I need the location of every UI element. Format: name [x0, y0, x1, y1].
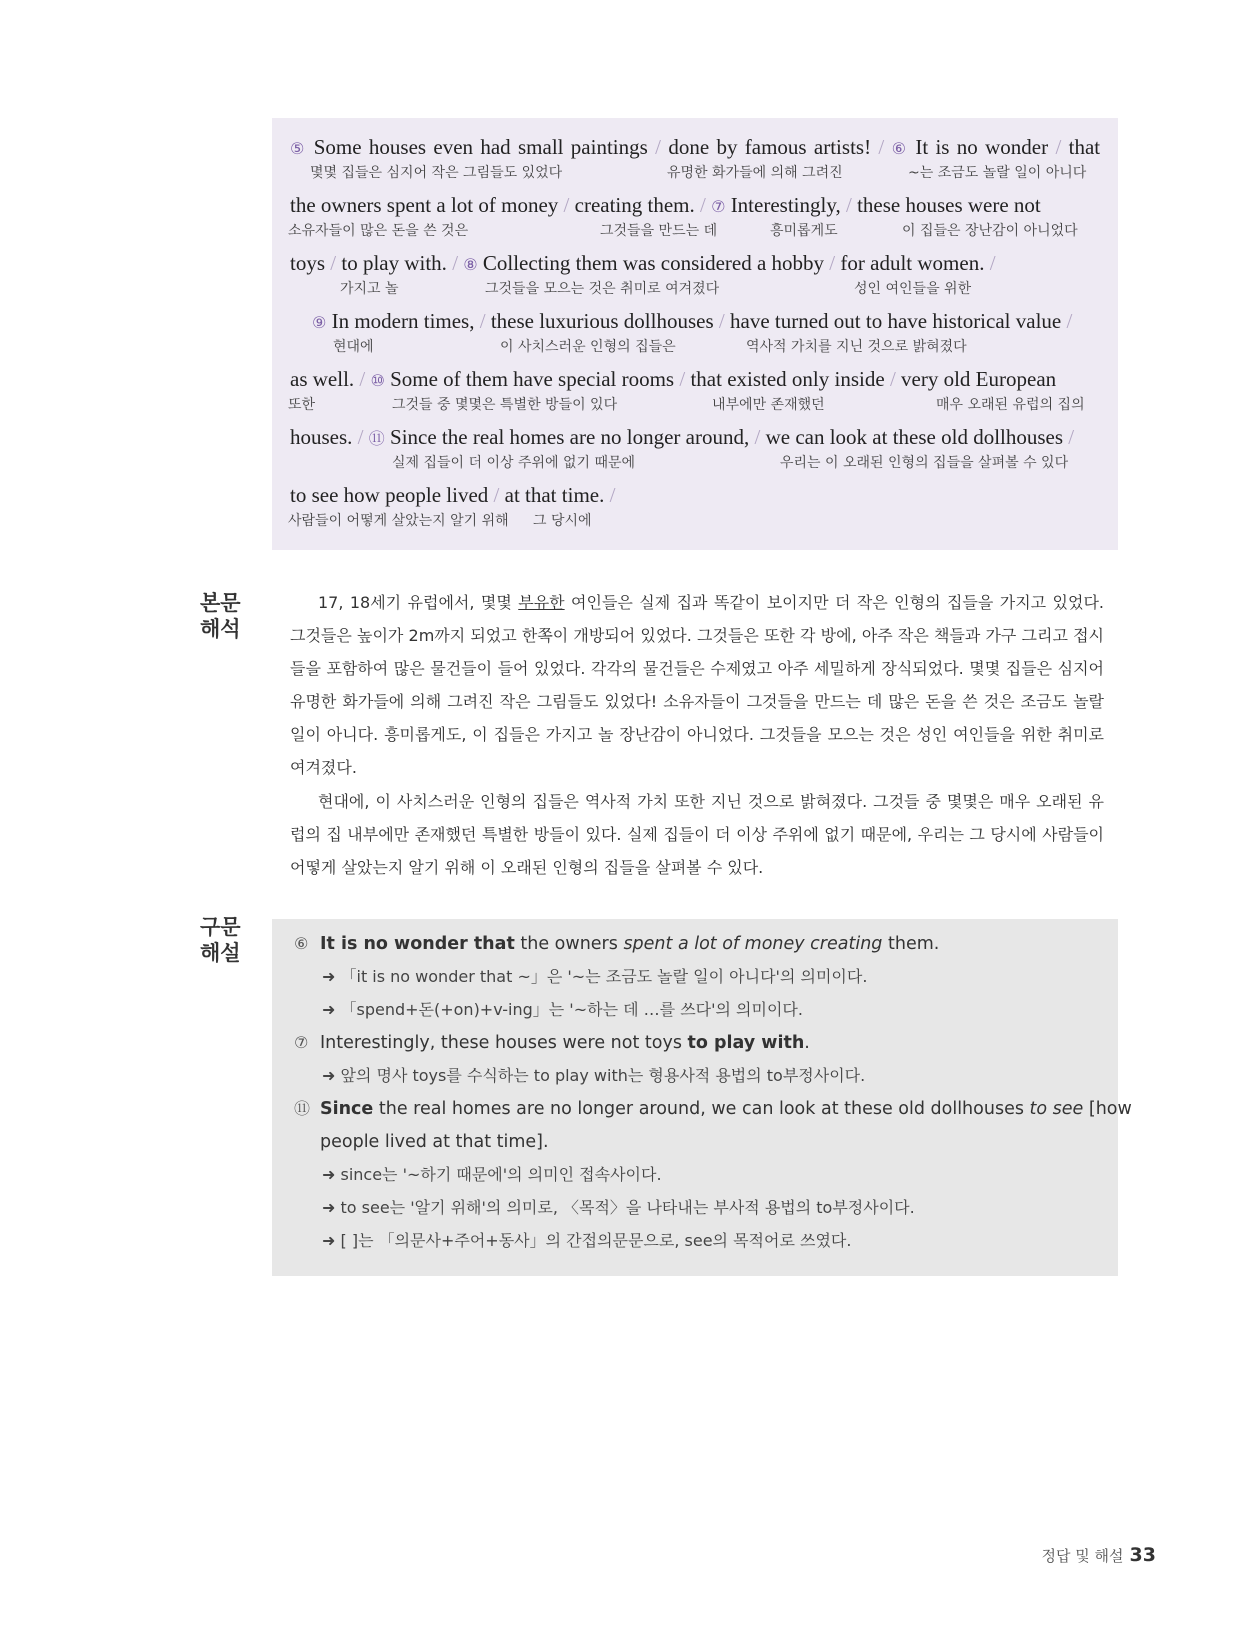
- passage-line-6: houses. / ⑪ Since the real homes are no longer around, / we can look at these old dollhouses /: [290, 425, 1075, 449]
- gloss: 그 당시에: [533, 513, 592, 529]
- gloss: 몇몇 집들은 심지어 작은 그림들도 있었다: [310, 165, 563, 181]
- page-number: 33: [1129, 1544, 1156, 1566]
- grammar-note: ➜ 「it is no wonder that ~」은 '~는 조금도 놀랄 일이 아니다'의 의미이다.: [322, 967, 868, 986]
- passage-line-1: ⑤ Some houses even had small paintings / done by famous artists! / ⑥ It is no wonder / that: [290, 135, 1101, 159]
- gloss: 우리는 이 오래된 인형의 집들을 살펴볼 수 있다: [780, 455, 1069, 471]
- grammar-sentence-7: ⑦ Interestingly, these houses were not toys to play with.: [294, 1033, 810, 1053]
- grammar-note: ➜ [ ]는 「의문사+주어+동사」의 간접의문문으로, see의 목적어로 쓰였다.: [322, 1231, 852, 1250]
- passage-line-4: ⑨ In modern times, / these luxurious dollhouses / have turned out to have historical value /: [312, 309, 1073, 333]
- gloss: 흥미롭게도: [770, 223, 838, 239]
- grammar-sentence-11-cont: people lived at that time].: [320, 1132, 549, 1152]
- grammar-sentence-6: ⑥ It is no wonder that the owners spent a lot of money creating them.: [294, 934, 940, 954]
- grammar-note: ➜ since는 '~하기 때문에'의 의미인 접속사이다.: [322, 1165, 662, 1184]
- gloss: 그것들 중 몇몇은 특별한 방들이 있다: [392, 397, 618, 413]
- gloss: 유명한 화가들에 의해 그려진: [667, 165, 843, 181]
- grammar-note: ➜ 앞의 명사 toys를 수식하는 to play with는 형용사적 용법의 to부정사이다.: [322, 1066, 866, 1085]
- passage-line-7: to see how people lived / at that time. /: [290, 483, 616, 507]
- gloss: 매우 오래된 유럽의 집의: [936, 397, 1085, 413]
- translation-label: 본문 해석: [200, 591, 241, 641]
- gloss: 성인 여인들을 위한: [854, 281, 972, 297]
- gloss: 그것들을 만드는 데: [600, 223, 718, 239]
- gloss: 그것들을 모으는 것은 취미로 여겨졌다: [485, 281, 720, 297]
- gloss: 역사적 가치를 지닌 것으로 밝혀졌다: [746, 339, 967, 355]
- gloss: 소유자들이 많은 돈을 쓴 것은: [288, 223, 469, 239]
- translation-paragraph-2: 현대에, 이 사치스러운 인형의 집들은 역사적 가치 또한 지닌 것으로 밝혀졌다. 그것들 중 몇몇은 매우 오래된 유럽의 집 내부에만 존재했던 특별한 방들이 있다. 실제 집들이 더 이상 주위에 없기 때문에, 우리는 그 당시에 사람들이 어떻게 살았는지 알기 위해 이 오래된 인형의 집들을 살펴볼 수 있다.: [290, 792, 1104, 877]
- gloss: 이 사치스러운 인형의 집들은: [500, 339, 676, 355]
- gloss: 내부에만 존재했던: [712, 397, 825, 413]
- grammar-note: ➜ to see는 '알기 위해'의 의미로, 〈목적〉을 나타내는 부사적 용법의 to부정사이다.: [322, 1198, 915, 1217]
- gloss: 가지고 놀: [340, 281, 399, 297]
- passage-line-5: as well. / ⑩ Some of them have special rooms / that existed only inside / very old European: [290, 367, 1057, 391]
- gloss: 이 집들은 장난감이 아니었다: [902, 223, 1078, 239]
- grammar-note: ➜ 「spend+돈(+on)+v-ing」는 '~하는 데 …를 쓰다'의 의미이다.: [322, 1000, 803, 1019]
- passage-line-3: toys / to play with. / ⑧ Collecting them was considered a hobby / for adult women. /: [290, 251, 996, 275]
- page-footer: [1042, 1544, 1156, 1566]
- passage-line-2: the owners spent a lot of money / creating them. / ⑦ Interestingly, / these houses were not: [290, 193, 1041, 217]
- gloss: 사람들이 어떻게 살았는지 알기 위해: [288, 513, 509, 529]
- gloss: 또한: [288, 397, 316, 413]
- grammar-sentence-11: ⑪ Since the real homes are no longer around, we can look at these old dollhouses to see [how: [294, 1099, 1132, 1119]
- translation-paragraph-1: 17, 18세기 유럽에서, 몇몇 부유한 여인들은 실제 집과 똑같이 보이지만 더 작은 인형의 집들을 가지고 있었다. 그것들은 높이가 2m까지 되었고 한쪽이 개방되어 있었다. 그것들은 또한 각 방에, 아주 작은 책들과 가구 그리고 접시들을 포함하여 많은 물건들이 들어 있었다. 각각의 물건들은 수제였고 아주 세밀하게 장식되었다. 몇몇 집들은 심지어 유명한 화가들에 의해 그려진 작은 그림들도 있었다! 소유자들이 그것들을 만드는 데 많은 돈을 쓴 것은 조금도 놀랄 일이 아니다. 흥미롭게도, 이 집들은 가지고 놀 장난감이 아니었다. 그것들을 모으는 것은 성인 여인들을 위한 취미로 여겨졌다.: [290, 593, 1104, 777]
- footer-label: 정답 및 해설: [1041, 1547, 1124, 1565]
- gloss: ~는 조금도 놀랄 일이 아니다: [908, 165, 1087, 181]
- gloss: 현대에: [333, 339, 374, 355]
- gloss: 실제 집들이 더 이상 주위에 없기 때문에: [392, 455, 636, 471]
- grammar-label: 구문 해설: [200, 915, 241, 965]
